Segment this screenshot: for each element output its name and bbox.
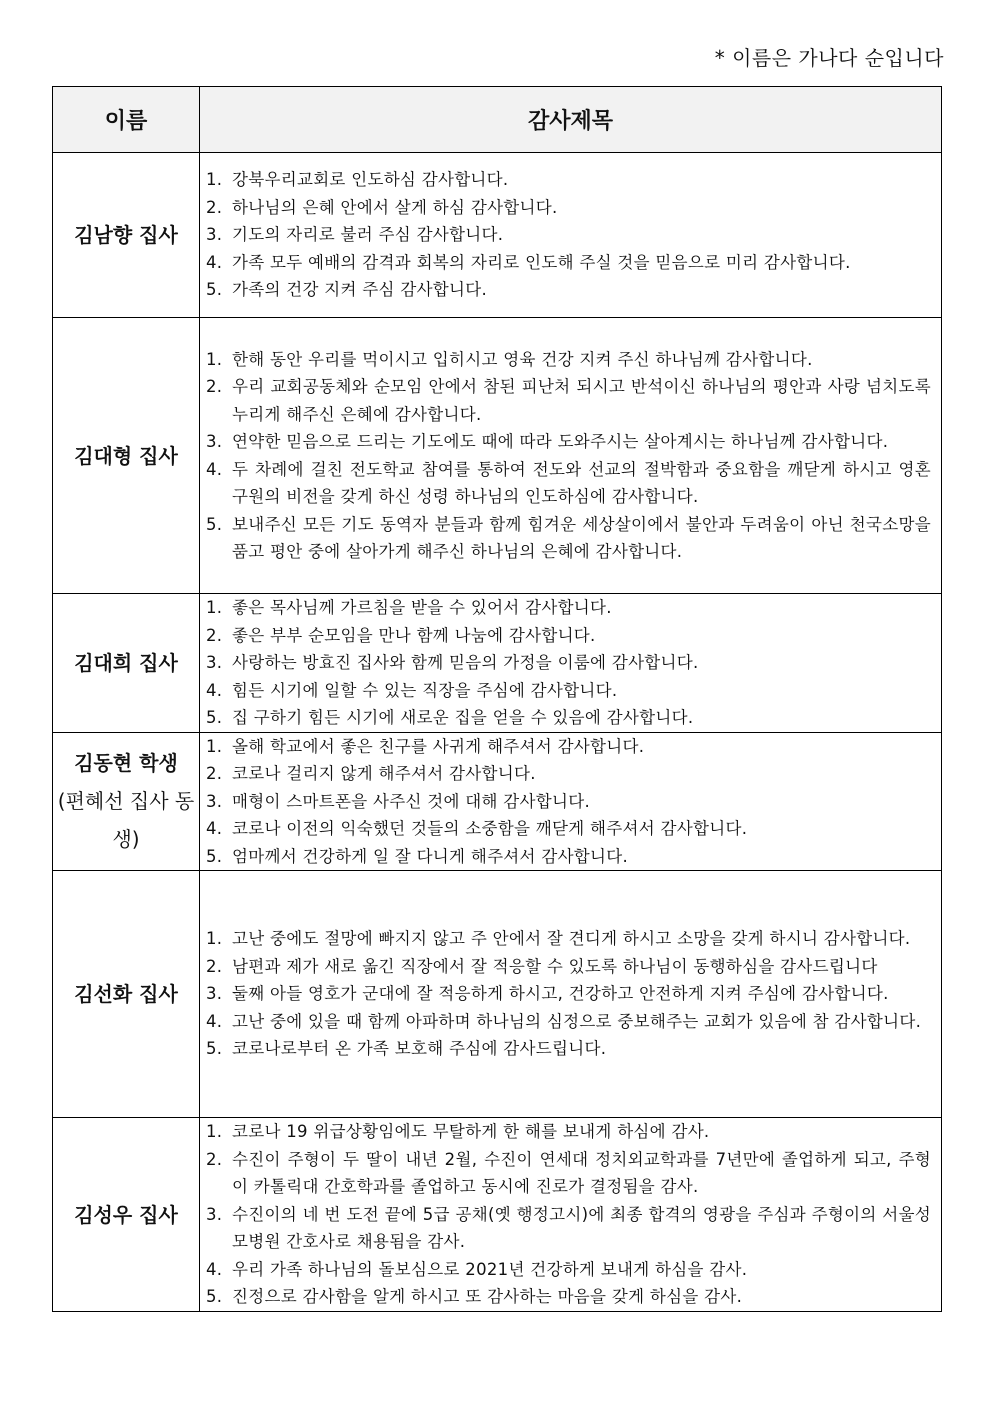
thanks-list xyxy=(206,346,931,566)
item-number: 2. xyxy=(206,956,223,976)
table-row xyxy=(53,732,942,871)
thanks-table xyxy=(52,86,942,1312)
thanks-list xyxy=(206,925,931,1063)
item-number: 5. xyxy=(206,1039,223,1059)
sort-note: * 이름은 가나다 순입니다 xyxy=(714,46,944,70)
item-number: 5. xyxy=(206,280,223,300)
thanks-item: 3. 사랑하는 방효진 집사와 함께 믿음의 가정을 이룸에 감사합니다. xyxy=(206,649,931,677)
item-number: 5. xyxy=(206,846,223,866)
item-number: 4. xyxy=(206,680,223,700)
item-number: 2. xyxy=(206,197,223,217)
item-number: 3. xyxy=(206,653,223,672)
thanks-items-cell xyxy=(200,1118,942,1312)
thanks-list xyxy=(206,594,931,732)
thanks-item: 3. 매형이 스마트폰을 사주신 것에 대해 감사합니다. xyxy=(206,788,931,816)
member-name: 김동현 학생 xyxy=(74,751,178,776)
thanks-item: 5. 엄마께서 건강하게 일 잘 다니게 해주셔서 감사합니다. xyxy=(206,843,931,871)
member-name: 김선화 집사 xyxy=(74,982,178,1006)
thanks-item: 1. 고난 중에도 절망에 빠지지 않고 주 안에서 잘 견디게 하시고 소망을 갖게 하시니 감사합니다. xyxy=(206,925,931,953)
item-number: 5. xyxy=(206,514,223,534)
thanks-item: 4. 코로나 이전의 익숙했던 것들의 소중함을 깨닫게 해주셔서 감사합니다. xyxy=(206,815,931,843)
member-name-cell xyxy=(53,153,200,318)
member-name-cell xyxy=(53,871,200,1118)
thanks-list xyxy=(206,733,931,871)
item-number: 5. xyxy=(206,708,223,727)
table-row xyxy=(53,153,942,318)
thanks-item: 5. 집 구하기 힘든 시기에 새로운 집을 얻을 수 있음에 감사합니다. xyxy=(206,704,931,732)
thanks-item: 1. 좋은 목사님께 가르침을 받을 수 있어서 감사합니다. xyxy=(206,594,931,622)
header-name: 이름 xyxy=(53,87,200,153)
thanks-item: 2. 하나님의 은혜 안에서 살게 하심 감사합니다. xyxy=(206,194,931,222)
member-name: 김대형 집사 xyxy=(74,443,178,468)
item-number: 4. xyxy=(206,1259,223,1279)
thanks-list xyxy=(206,166,931,304)
thanks-list xyxy=(206,1118,931,1311)
item-number: 3. xyxy=(206,1204,223,1224)
thanks-items-cell xyxy=(200,594,942,733)
item-number: 2. xyxy=(206,764,223,783)
thanks-item: 4. 두 차례에 걸친 전도학교 참여를 통하여 전도와 선교의 절박함과 중요함을 깨닫게 하시고 영혼 구원의 비전을 갖게 하신 성령 하나님의 인도하심에 감사합니다. xyxy=(206,456,931,511)
item-number: 1. xyxy=(206,349,223,369)
member-name-cell xyxy=(53,732,200,871)
member-name-cell xyxy=(53,1118,200,1312)
item-number: 3. xyxy=(206,791,223,811)
item-number: 1. xyxy=(206,929,223,949)
thanks-item: 3. 연약한 믿음으로 드리는 기도에도 때에 따라 도와주시는 살아계시는 하나님께 감사합니다. xyxy=(206,428,931,456)
table-row xyxy=(53,318,942,594)
member-name-cell xyxy=(53,318,200,594)
thanks-item: 2. 코로나 걸리지 않게 해주셔서 감사합니다. xyxy=(206,760,931,788)
thanks-item: 2. 남편과 제가 새로 옮긴 직장에서 잘 적응할 수 있도록 하나님이 동행하심을 감사드립니다 xyxy=(206,953,931,981)
table-header-row xyxy=(53,87,942,153)
member-name: 김남향 집사 xyxy=(74,223,178,247)
thanks-item: 4. 우리 가족 하나님의 돌보심으로 2021년 건강하게 보내게 하심을 감사. xyxy=(206,1256,931,1284)
table-row xyxy=(53,594,942,733)
thanks-item: 4. 고난 중에 있을 때 함께 아파하며 하나님의 심정으로 중보해주는 교회가 있음에 참 감사합니다. xyxy=(206,1008,931,1036)
thanks-item: 2. 우리 교회공동체와 순모임 안에서 참된 피난처 되시고 반석이신 하나님의 평안과 사랑 넘치도록 누리게 해주신 은혜에 감사합니다. xyxy=(206,373,931,428)
thanks-items-cell xyxy=(200,732,942,871)
member-name: 김대희 집사 xyxy=(74,650,178,675)
thanks-items-cell xyxy=(200,871,942,1118)
item-number: 2. xyxy=(206,377,223,396)
thanks-item: 2. 수진이 주형이 두 딸이 내년 2월, 수진이 연세대 정치외교학과를 7년만에 졸업하게 되고, 주형이 카톨릭대 간호학과를 졸업하고 동시에 진로가 결정됨을 감사. xyxy=(206,1146,931,1201)
member-name-cell xyxy=(53,594,200,733)
thanks-item: 4. 가족 모두 예배의 감격과 회복의 자리로 인도해 주실 것을 믿음으로 미리 감사합니다. xyxy=(206,249,931,277)
item-number: 5. xyxy=(206,1287,223,1307)
thanks-item: 2. 좋은 부부 순모임을 만나 함께 나눔에 감사합니다. xyxy=(206,622,931,650)
item-number: 3. xyxy=(206,225,223,245)
table-row xyxy=(53,1118,942,1312)
thanks-item: 5. 진정으로 감사함을 알게 하시고 또 감사하는 마음을 갖게 하심을 감사. xyxy=(206,1283,931,1311)
item-number: 1. xyxy=(206,1122,223,1142)
item-number: 1. xyxy=(206,736,223,756)
thanks-item: 5. 가족의 건강 지켜 주심 감사합니다. xyxy=(206,276,931,304)
item-number: 1. xyxy=(206,170,223,190)
thanks-item: 3. 둘째 아들 영호가 군대에 잘 적응하게 하시고, 건강하고 안전하게 지켜 주심에 감사합니다. xyxy=(206,980,931,1008)
thanks-items-cell xyxy=(200,153,942,318)
item-number: 3. xyxy=(206,984,223,1004)
thanks-item: 5. 코로나로부터 온 가족 보호해 주심에 감사드립니다. xyxy=(206,1035,931,1063)
thanks-item: 4. 힘든 시기에 일할 수 있는 직장을 주심에 감사합니다. xyxy=(206,677,931,705)
thanks-item: 3. 기도의 자리로 불러 주심 감사합니다. xyxy=(206,221,931,249)
member-name: 김성우 집사 xyxy=(74,1202,178,1227)
table-row xyxy=(53,871,942,1118)
thanks-item: 5. 보내주신 모든 기도 동역자 분들과 함께 힘겨운 세상살이에서 불안과 두려움이 아닌 천국소망을 품고 평안 중에 살아가게 해주신 하나님의 은혜에 감사합니다. xyxy=(206,511,931,566)
thanks-item: 1. 올해 학교에서 좋은 친구를 사귀게 해주셔서 감사합니다. xyxy=(206,733,931,761)
member-relation: (편혜선 집사 동생) xyxy=(57,789,195,852)
item-number: 4. xyxy=(206,459,223,479)
thanks-item: 1. 코로나 19 위급상황임에도 무탈하게 한 해를 보내게 하심에 감사. xyxy=(206,1118,931,1146)
item-number: 4. xyxy=(206,819,223,838)
thanks-items-cell xyxy=(200,318,942,594)
item-number: 2. xyxy=(206,1149,223,1169)
item-number: 4. xyxy=(206,252,223,272)
thanks-item: 1. 한해 동안 우리를 먹이시고 입히시고 영육 건강 지켜 주신 하나님께 감사합니다. xyxy=(206,346,931,374)
table-body xyxy=(53,153,942,1312)
thanks-item: 1. 강북우리교회로 인도하심 감사합니다. xyxy=(206,166,931,194)
item-number: 4. xyxy=(206,1011,223,1031)
item-number: 1. xyxy=(206,598,223,617)
item-number: 2. xyxy=(206,625,223,645)
thanks-item: 3. 수진이의 네 번 도전 끝에 5급 공채(옛 행정고시)에 최종 합격의 영광을 주심과 주형이의 서울성모병원 간호사로 채용됨을 감사. xyxy=(206,1201,931,1256)
header-content: 감사제목 xyxy=(200,87,942,153)
item-number: 3. xyxy=(206,432,223,451)
